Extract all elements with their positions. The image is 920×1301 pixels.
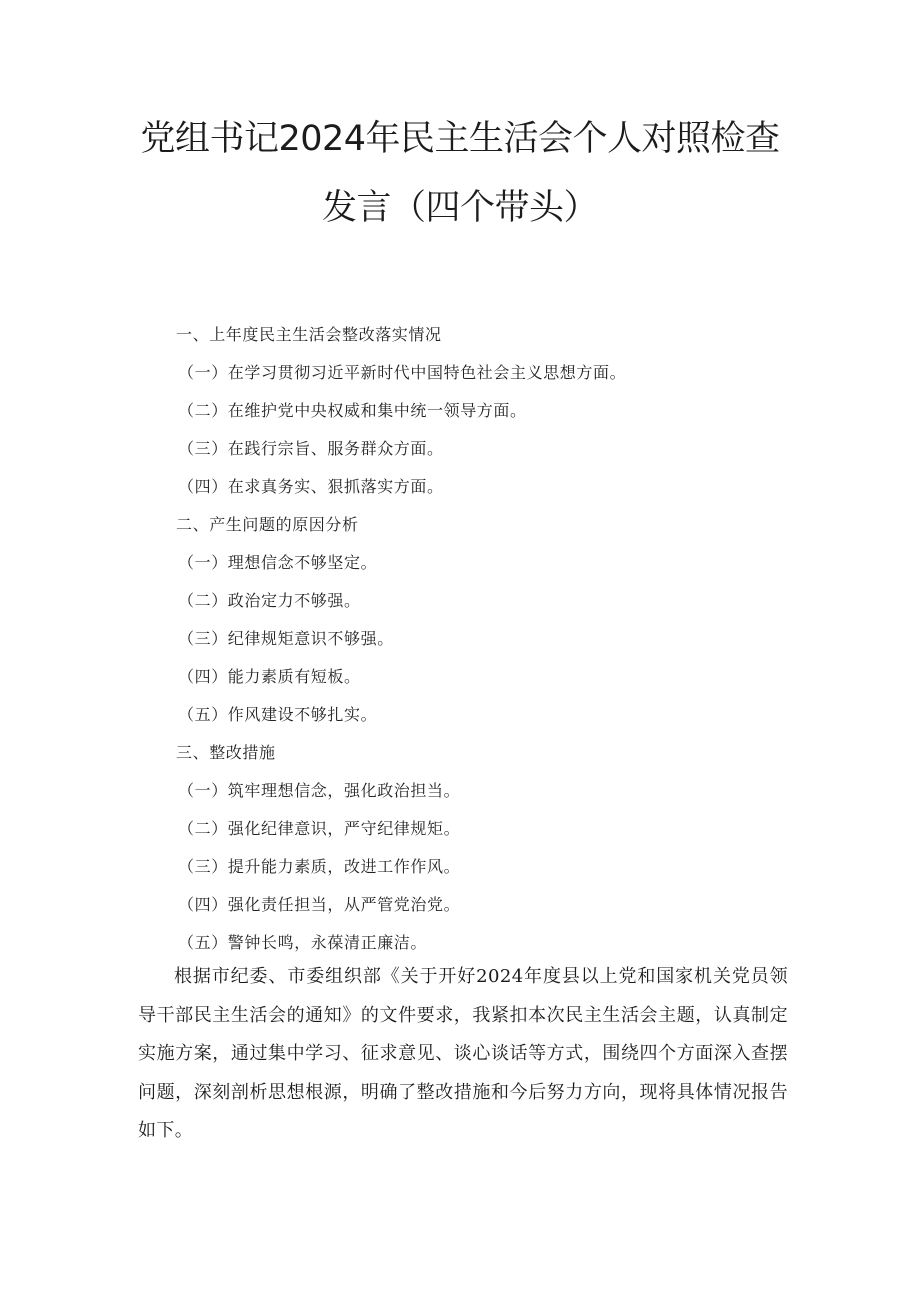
outline-item: （一）理想信念不够坚定。: [178, 553, 378, 572]
body-paragraph: 根据市纪委、市委组织部《关于开好2024年度县以上党和国家机关党员领导干部民主生活会的通知》的文件要求，我紧扣本次民主生活会主题，认真制定实施方案，通过集中学习、征求意见、谈心谈话等方式，围绕四个方面深入查摆问题，深刻剖析思想根源，明确了整改措施和今后努力方向，现将具体情况报告如下。: [138, 966, 788, 1141]
document-title-line-1: 党组书记2024年民主生活会个人对照检查: [140, 119, 780, 159]
outline-section-2: 二、产生问题的原因分析: [176, 515, 359, 534]
document-title-line-2: 发言（四个带头）: [321, 188, 598, 228]
outline-item: （二）强化纪律意识，严守纪律规矩。: [178, 819, 461, 838]
outline-item: （四）能力素质有短板。: [178, 667, 361, 686]
outline-item: （一）在学习贯彻习近平新时代中国特色社会主义思想方面。: [178, 363, 627, 382]
outline-item: （一）筑牢理想信念，强化政治担当。: [178, 781, 461, 800]
outline-item: （二）政治定力不够强。: [178, 591, 361, 610]
outline-item: （四）强化责任担当，从严管党治党。: [178, 895, 461, 914]
outline-item: （四）在求真务实、狠抓落实方面。: [178, 477, 444, 496]
outline-item: （三）纪律规矩意识不够强。: [178, 629, 394, 648]
outline-item: （五）作风建设不够扎实。: [178, 705, 378, 724]
outline-section-1: 一、上年度民主生活会整改落实情况: [176, 325, 442, 344]
outline-section-3: 三、整改措施: [176, 743, 276, 762]
outline-item: （二）在维护党中央权威和集中统一领导方面。: [178, 401, 527, 420]
outline-item: （五）警钟长鸣，永葆清正廉洁。: [178, 933, 428, 952]
outline-item: （三）在践行宗旨、服务群众方面。: [178, 439, 444, 458]
outline-item: （三）提升能力素质，改进工作作风。: [178, 857, 461, 876]
